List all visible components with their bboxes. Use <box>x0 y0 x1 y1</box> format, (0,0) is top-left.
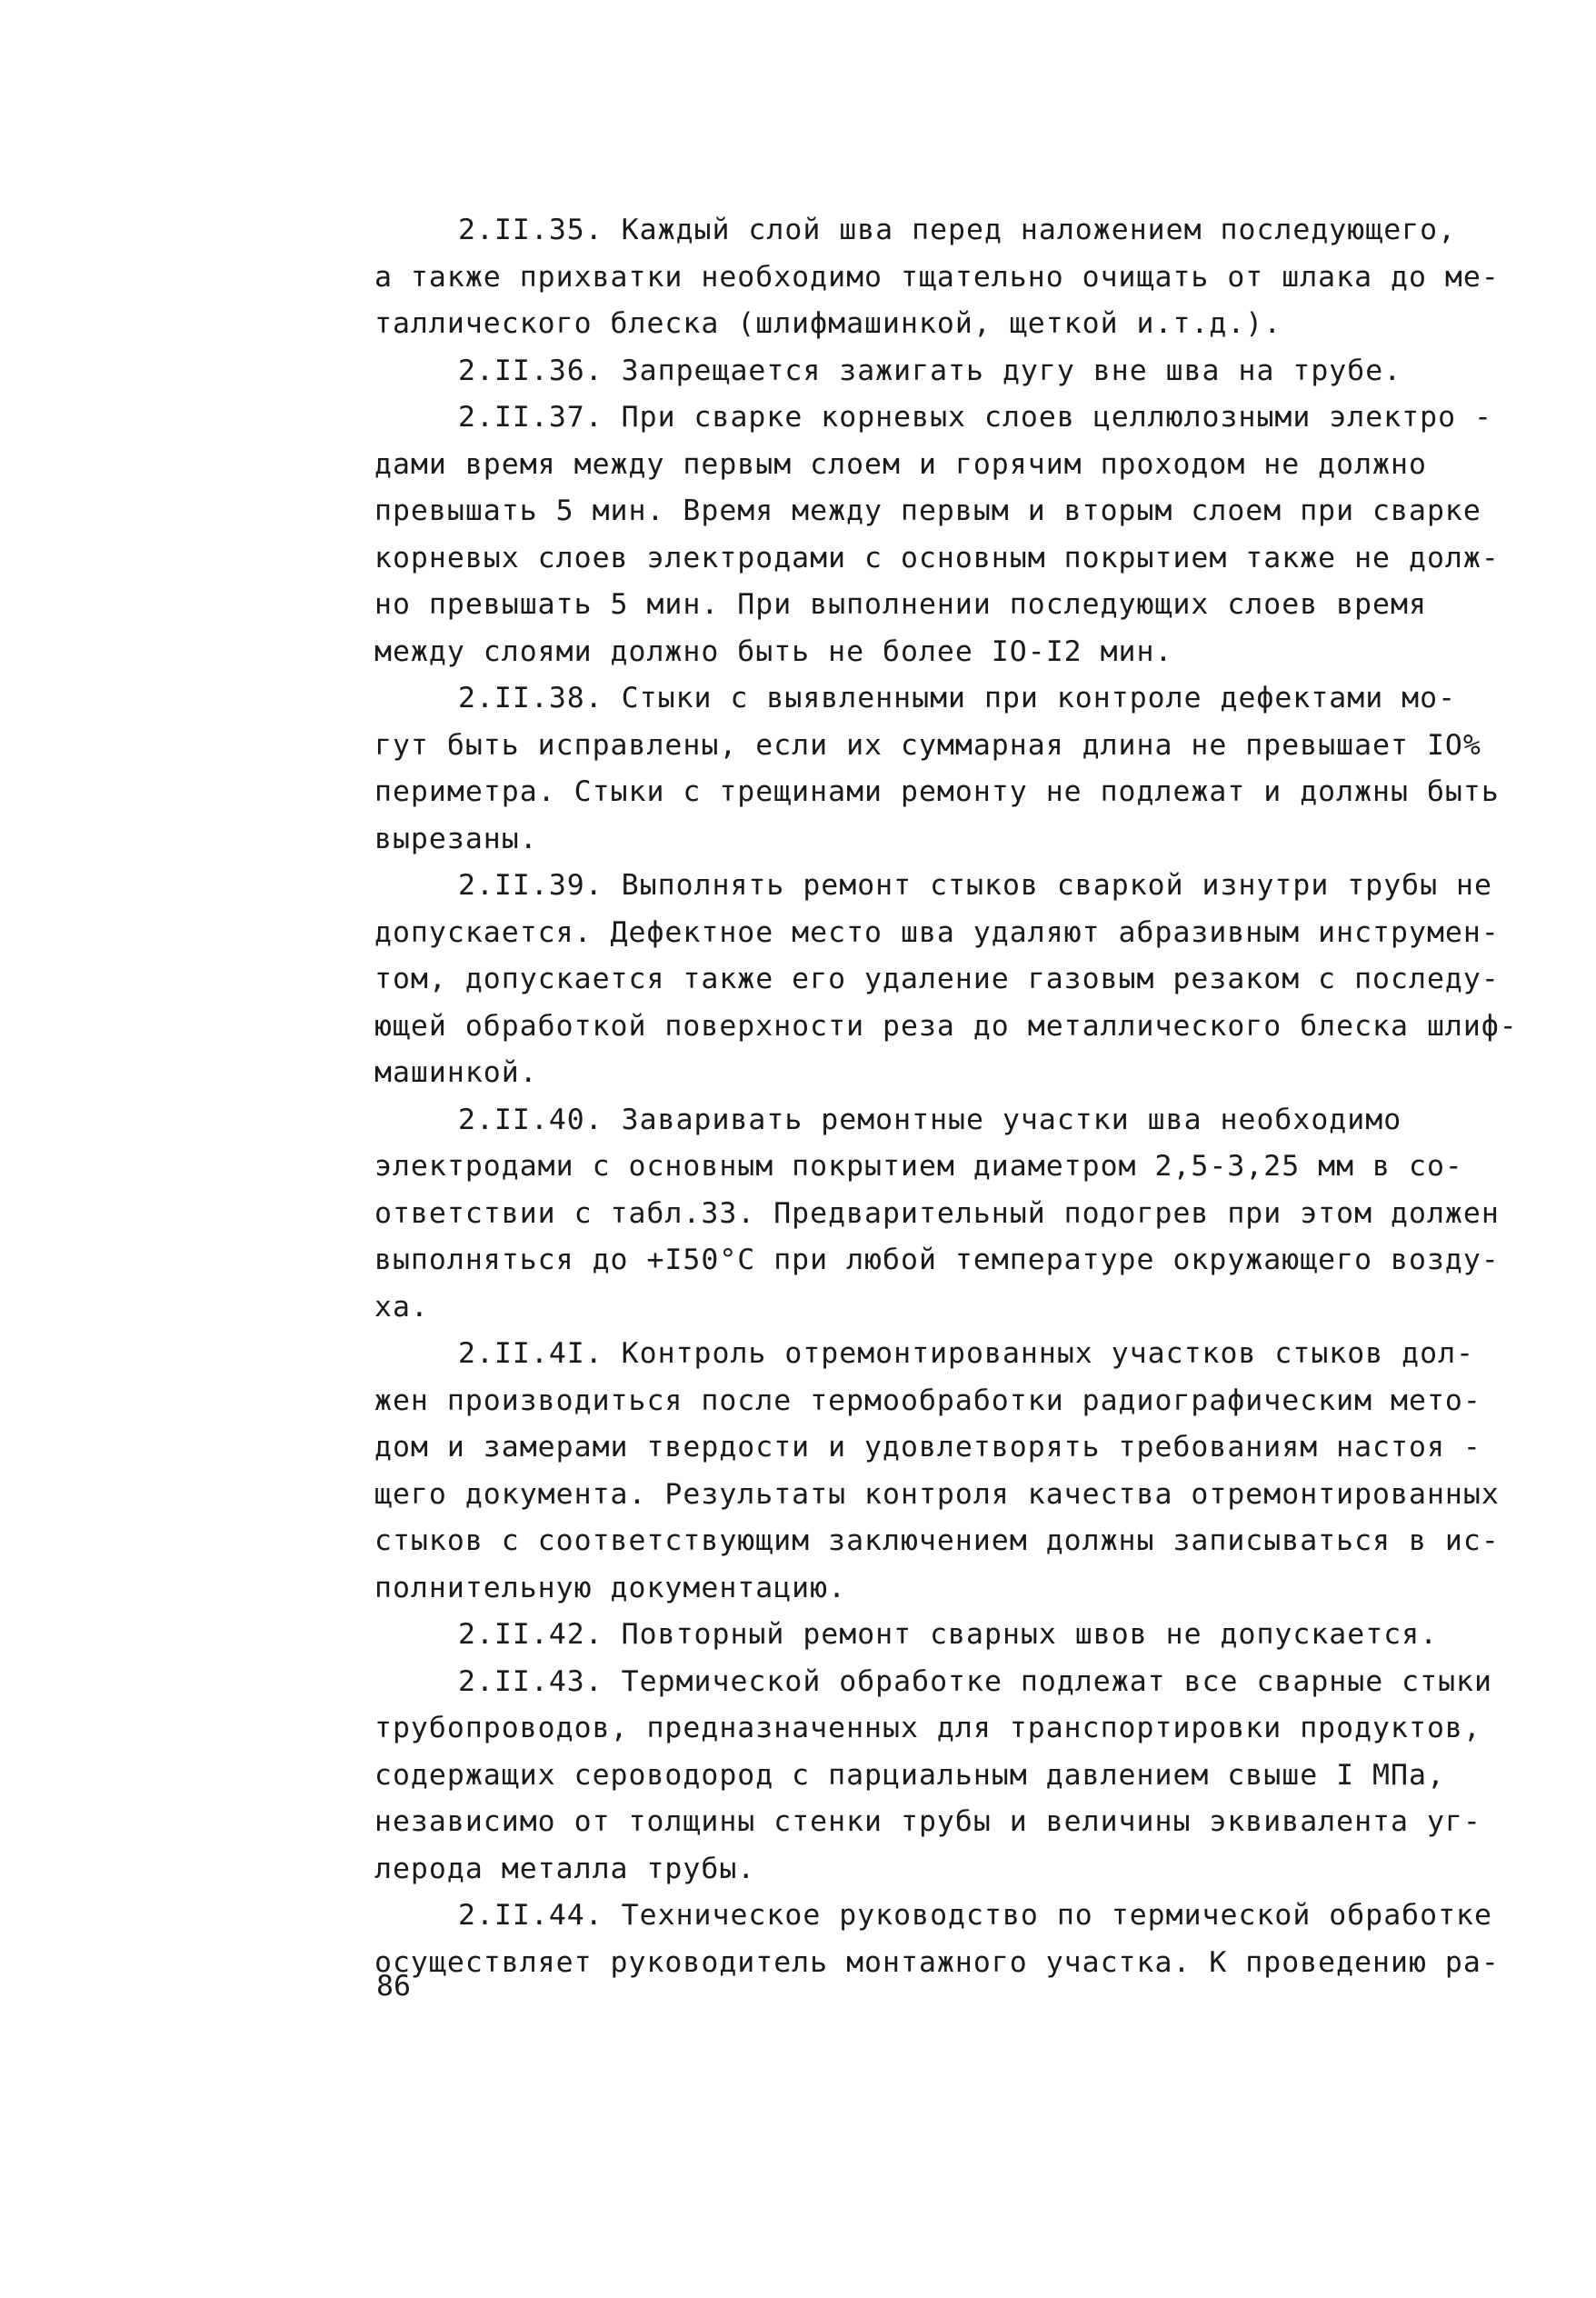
text-line: машинкой. <box>374 1056 538 1089</box>
text-line: том, допускается также его удаление газовым резаком с последу- <box>374 963 1500 995</box>
text-line: щего документа. Результаты контроля качества отремонтированных <box>374 1477 1500 1511</box>
text-line: допускается. Дефектное место шва удаляют абразивным инструмен- <box>374 915 1500 949</box>
text-line: ответствии с табл.33. Предварительный подогрев при этом должен <box>374 1196 1500 1230</box>
text-line: 2.II.43. Термической обработке подлежат все сварные стыки <box>458 1664 1492 1698</box>
text-line: таллического блеска (шлифмашинкой, щеткой и.т.д.). <box>374 307 1282 340</box>
text-line: ющей обработкой поверхности реза до металлического блеска шлиф- <box>374 1009 1518 1043</box>
page-number: 86 <box>376 1970 411 2003</box>
text-line: вырезаны. <box>374 822 538 855</box>
text-line: 2.II.36. Запрещается зажигать дугу вне шва на трубе. <box>458 354 1402 387</box>
text-line: периметра. Стыки с трещинами ремонту не подлежат и должны быть <box>374 775 1500 808</box>
text-line: выполняться до +I50°С при любой температуре окружающего возду- <box>374 1244 1500 1276</box>
text-line: между слоями должно быть не более IO-I2 мин. <box>374 634 1173 668</box>
text-line: жен производиться после термообработки радиографическим мето- <box>374 1384 1481 1417</box>
text-line: стыков с соответствующим заключением должны записываться в ис- <box>374 1524 1500 1557</box>
text-line: но превышать 5 мин. При выполнении последующих слоев время <box>374 588 1427 621</box>
text-line: трубопроводов, предназначенных для транспортировки продуктов, <box>374 1712 1481 1744</box>
text-line: 2.II.4I. Контроль отремонтированных участков стыков дол- <box>458 1337 1475 1370</box>
text-line: независимо от толщины стенки трубы и величины эквивалента уг- <box>374 1805 1481 1838</box>
text-line: гут быть исправлены, если их суммарная длина не превышает IO% <box>374 728 1481 762</box>
text-line: дами время между первым слоем и горячим проходом не должно <box>374 447 1427 481</box>
text-line: превышать 5 мин. Время между первым и вторым слоем при сварке <box>374 495 1481 527</box>
text-line: 2.II.42. Повторный ремонт сварных швов не допускается. <box>458 1618 1439 1651</box>
text-line: ха. <box>374 1290 429 1324</box>
text-line: 2.II.38. Стыки с выявленными при контроле дефектами мо- <box>458 682 1457 714</box>
text-line: 2.II.35. Каждый слой шва перед наложением последующего, <box>458 214 1457 246</box>
text-line: электродами с основным покрытием диаметром 2,5-3,25 мм в со- <box>374 1150 1463 1183</box>
body-text <box>374 207 1556 1986</box>
text-line: 2.II.37. При сварке корневых слоев целлюлозными электро - <box>458 401 1492 434</box>
text-line: 2.II.39. Выполнять ремонт стыков сваркой изнутри трубы не <box>458 869 1492 902</box>
text-line: лерода металла трубы. <box>374 1852 756 1885</box>
text-line: 2.II.44. Техническое руководство по термической обработке <box>458 1899 1492 1932</box>
text-line: осуществляет руководитель монтажного участка. К проведению ра- <box>374 1945 1500 1979</box>
text-line: а также прихватки необходимо тщательно очищать от шлака до ме- <box>374 260 1500 294</box>
text-line: содержащих сероводород с парциальным давлением свыше I МПа, <box>374 1758 1445 1792</box>
text-line: корневых слоев электродами с основным покрытием также не долж- <box>374 541 1500 574</box>
text-line: полнительную документацию. <box>374 1571 847 1604</box>
text-line: дом и замерами твердости и удовлетворять требованиям настоя - <box>374 1431 1481 1464</box>
text-line: 2.II.40. Заваривать ремонтные участки шва необходимо <box>458 1103 1402 1136</box>
